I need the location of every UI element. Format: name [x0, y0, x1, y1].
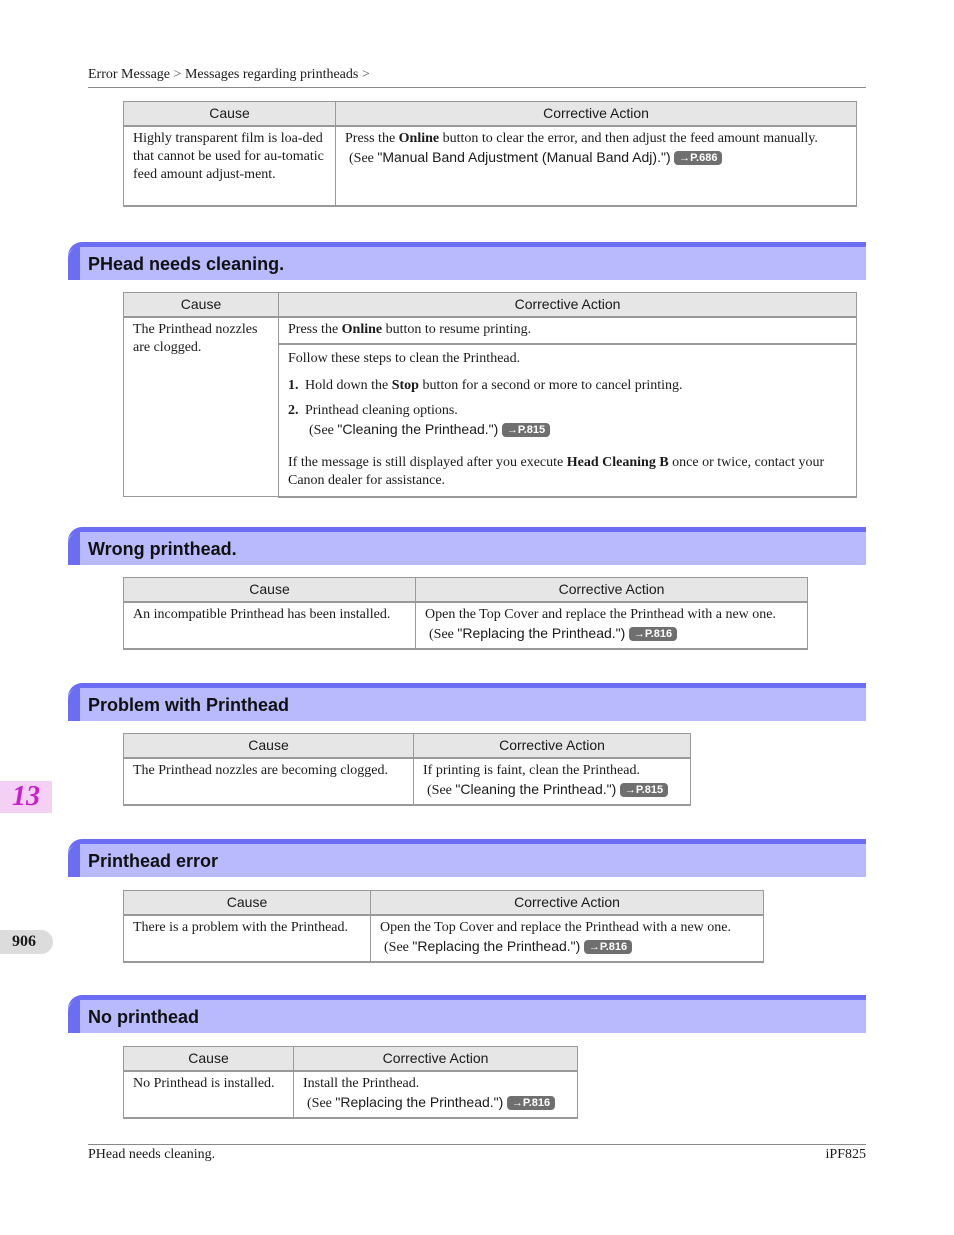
- online-button-label: Online: [398, 130, 440, 146]
- header-corrective-action: Corrective Action: [279, 293, 857, 317]
- section-header-no-printhead: [68, 995, 866, 1033]
- action-cell: Install the Printhead. (See "Replacing the Printhead.") →P.816: [294, 1071, 578, 1118]
- page-link-badge[interactable]: →P.816: [584, 940, 632, 954]
- header-corrective-action: Corrective Action: [414, 734, 691, 758]
- cause-cell: An incompatible Printhead has been installed.: [124, 602, 416, 649]
- list-item: 1. Hold down the Stop button for a second or more to cancel printing.: [288, 377, 683, 393]
- section-header-problem-with-printhead: [68, 683, 866, 721]
- section-title: Wrong printhead.: [88, 539, 237, 559]
- table-row: [124, 602, 808, 649]
- breadcrumb: [88, 67, 866, 88]
- action-cell: Press the Online button to resume printing.: [279, 317, 857, 344]
- action-cell: Open the Top Cover and replace the Printhead with a new one. (See "Replacing the Printhead.") →P.816: [371, 915, 764, 962]
- header-corrective-action: Corrective Action: [336, 102, 857, 126]
- section-header-phead-needs-cleaning: [68, 242, 866, 280]
- cause-cell: There is a problem with the Printhead.: [124, 915, 371, 962]
- action-cell: Follow these steps to clean the Printhead. 1. Hold down the Stop button for a second or more to cancel printing. 2. Printhead cleaning options. (See "Cleaning the Printhead.") →P.815 If the message is still displayed after you execute Head Cleaning B once or twice, contact your Canon dealer for assistance.: [279, 344, 857, 497]
- header-cause: Cause: [124, 891, 371, 915]
- stop-button-label: Stop: [391, 377, 419, 393]
- table-row: [124, 915, 764, 962]
- see-reference: (See "Replacing the Printhead.") →P.816: [380, 937, 632, 957]
- cause-cell: The Printhead nozzles are clogged.: [124, 317, 279, 497]
- online-button-label: Online: [341, 321, 383, 337]
- cause-action-table-problem-printhead: [123, 733, 691, 806]
- page-link-badge[interactable]: →P.816: [507, 1096, 555, 1110]
- table-header-row: [124, 891, 764, 915]
- section-title: No printhead: [88, 1007, 199, 1027]
- cause-action-table-printhead-error: [123, 890, 764, 963]
- header-cause: Cause: [124, 1047, 294, 1071]
- table-header-row: [124, 293, 857, 317]
- section-title: Printhead error: [88, 851, 219, 871]
- header-corrective-action: Corrective Action: [371, 891, 764, 915]
- list-item: 2. Printhead cleaning options. (See "Cleaning the Printhead.") →P.815: [288, 402, 847, 440]
- head-cleaning-b-label: Head Cleaning B: [566, 454, 669, 470]
- header-corrective-action: Corrective Action: [416, 578, 808, 602]
- cause-cell: The Printhead nozzles are becoming clogged.: [124, 758, 414, 805]
- table-header-row: [124, 1047, 578, 1071]
- breadcrumb-item-error-message[interactable]: Error Message: [88, 67, 171, 82]
- action-cell: Open the Top Cover and replace the Printhead with a new one. (See "Replacing the Printhead.") →P.816: [416, 602, 808, 649]
- footer-model-name: iPF825: [825, 1147, 866, 1162]
- footer-section-title: PHead needs cleaning.: [88, 1147, 216, 1162]
- table-header-row: [124, 102, 857, 126]
- cleaning-steps-list: [288, 377, 847, 440]
- cause-action-table-phead-cleaning: [123, 292, 857, 498]
- section-header-printhead-error: [68, 839, 866, 877]
- cause-cell: Highly transparent film is loa-ded that cannot be used for au-tomatic feed amount adjust-ment.: [124, 126, 336, 206]
- page-number: 906: [0, 930, 53, 954]
- header-cause: Cause: [124, 734, 414, 758]
- see-reference: (See "Cleaning the Printhead.") →P.815: [288, 420, 550, 440]
- breadcrumb-separator: >: [173, 67, 182, 82]
- cause-action-table-no-printhead: [123, 1046, 578, 1119]
- see-reference: (See "Cleaning the Printhead.") →P.815: [423, 780, 668, 800]
- page-link-badge[interactable]: →P.816: [629, 627, 677, 641]
- note-text: If the message is still displayed after you execute Head Cleaning B once or twice, contact your Canon dealer for assistance.: [288, 454, 825, 488]
- table-row: [124, 758, 691, 805]
- chapter-tab[interactable]: 13: [0, 781, 52, 813]
- breadcrumb-item-printhead-messages[interactable]: Messages regarding printheads: [184, 67, 359, 82]
- section-title: Problem with Printhead: [88, 695, 290, 715]
- header-corrective-action: Corrective Action: [294, 1047, 578, 1071]
- table-row: [124, 1071, 578, 1118]
- see-reference: (See "Replacing the Printhead.") →P.816: [303, 1093, 555, 1113]
- page-link-badge[interactable]: →P.815: [502, 423, 550, 437]
- header-cause: Cause: [124, 578, 416, 602]
- table-row: [124, 126, 857, 206]
- table-header-row: [124, 734, 691, 758]
- page-link-badge[interactable]: →P.815: [620, 783, 668, 797]
- cause-action-table-wrong-printhead: [123, 577, 808, 650]
- header-cause: Cause: [124, 293, 279, 317]
- section-header-wrong-printhead: [68, 527, 866, 565]
- see-reference: (See "Manual Band Adjustment (Manual Band Adj).") →P.686: [345, 148, 722, 168]
- action-cell: If printing is faint, clean the Printhead. (See "Cleaning the Printhead.") →P.815: [414, 758, 691, 805]
- table-header-row: [124, 578, 808, 602]
- page-footer: [88, 1144, 866, 1163]
- action-cell: Press the Online button to clear the error, and then adjust the feed amount manually. (See "Manual Band Adjustment (Manual Band Adj).") →P.686: [336, 126, 857, 206]
- cause-cell: No Printhead is installed.: [124, 1071, 294, 1118]
- header-cause: Cause: [124, 102, 336, 126]
- section-title: PHead needs cleaning.: [88, 254, 285, 274]
- breadcrumb-separator: >: [361, 67, 370, 82]
- cause-action-table-film: [123, 101, 857, 207]
- see-reference: (See "Replacing the Printhead.") →P.816: [425, 624, 677, 644]
- page-link-badge[interactable]: →P.686: [674, 151, 722, 165]
- table-row: [124, 317, 857, 344]
